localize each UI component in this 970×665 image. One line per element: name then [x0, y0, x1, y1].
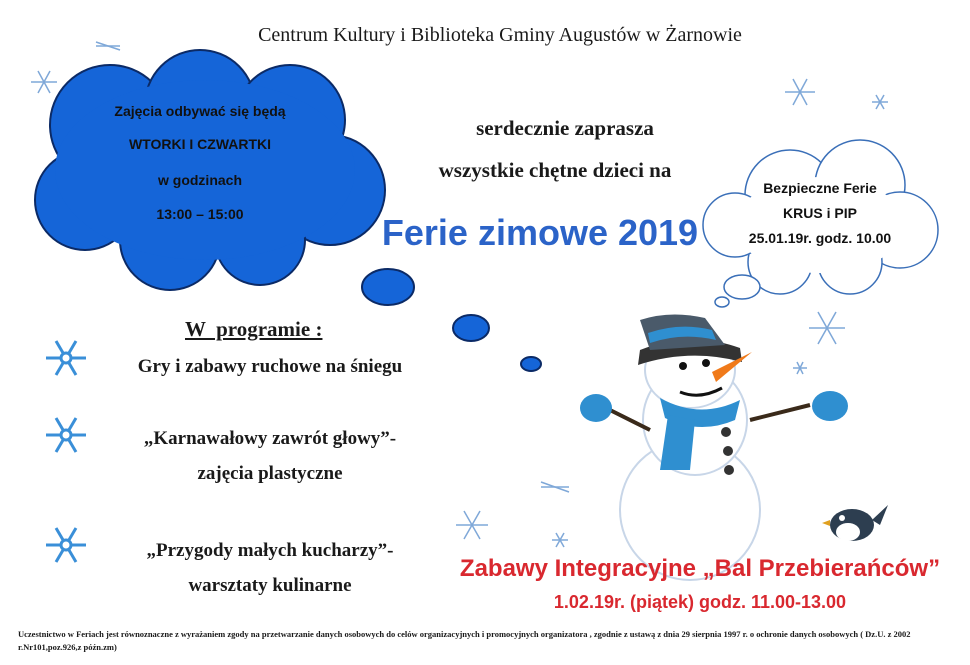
- organizer-header: Centrum Kultury i Biblioteka Gminy Augustów w Żarnowie: [258, 24, 742, 46]
- safety-line-3: 25.01.19r. godz. 10.00: [748, 230, 892, 246]
- schedule-line-1: Zajęcia odbywać się będą: [114, 103, 286, 119]
- schedule-cloud: [35, 50, 385, 290]
- event-title: Ferie zimowe 2019: [381, 212, 699, 253]
- safety-line-2: KRUS i PIP: [783, 205, 857, 221]
- footer-line-1: Uczestnictwo w Feriach jest równoznaczne z wyrażaniem zgody na przetwarzanie danych osobowych do celów organizacyjnych i promocyjnych organizatora , zgodnie z ustawą z dnia 29 sierpnia 1997 r. o ochronie danych osobowych ( Dz.U. z 2002: [18, 629, 911, 639]
- gdpr-footer: [18, 628, 953, 654]
- invite-line-2: wszystkie chętne dzieci na: [438, 158, 672, 182]
- schedule-line-2: WTORKI I CZWARTKI: [128, 136, 272, 152]
- invite-line-1: serdecznie zaprasza: [476, 116, 654, 140]
- schedule-line-4: 13:00 – 15:00: [156, 206, 244, 222]
- snowflake-bullet-icon-1: [46, 341, 86, 375]
- program-item-2-line-2: zajęcia plastyczne: [197, 463, 343, 484]
- footer-line-2: r.Nr101,poz.926,z późn.zm): [18, 642, 117, 652]
- program-item-2-line-1: „Karnawałowy zawrót głowy”-: [143, 428, 397, 449]
- safety-line-1: Bezpieczne Ferie: [763, 180, 877, 196]
- schedule-line-3: w godzinach: [158, 172, 242, 188]
- snowflake-bullet-icon-2: [46, 418, 86, 452]
- snowflake-bullet-icon-3: [46, 528, 86, 562]
- program-item-3-line-1: „Przygody małych kucharzy”-: [146, 540, 394, 561]
- snowman-illustration: [580, 314, 848, 580]
- ball-date: 1.02.19r. (piątek) godz. 11.00-13.00: [553, 592, 847, 612]
- program-heading: W programie :: [185, 317, 323, 341]
- bird-illustration: [822, 505, 888, 541]
- safety-cloud-bubbles: [715, 275, 760, 307]
- program-item-3-line-2: warsztaty kulinarne: [188, 575, 352, 596]
- ball-title: Zabawy Integracyjne „Bal Przebierańców”: [459, 555, 941, 582]
- program-item-1: Gry i zabawy ruchowe na śniegu: [137, 356, 403, 377]
